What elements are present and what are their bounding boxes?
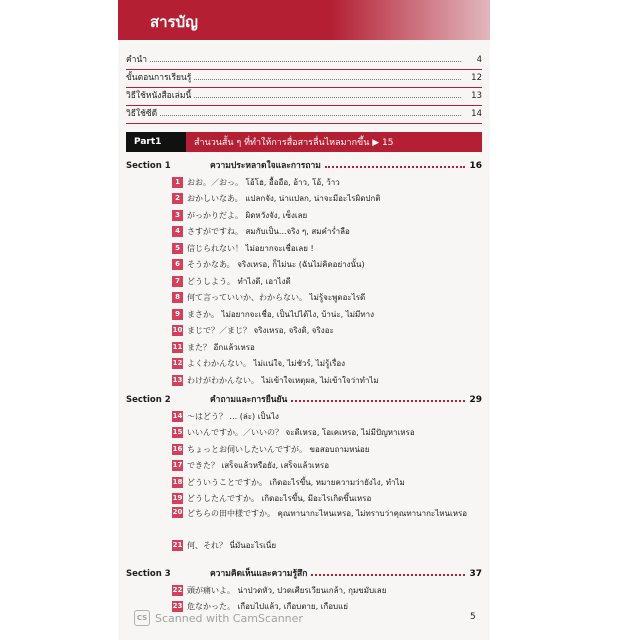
list-item: [172, 491, 477, 508]
item-number: 20: [172, 508, 183, 516]
item-text: どうしたんですか。 เกิดอะไรขึ้น, มีอะไรเกิดขึ้นเหรอ: [187, 494, 372, 504]
list-item: [172, 224, 477, 241]
section-page: 16: [469, 161, 482, 171]
page-number: 5: [470, 612, 476, 622]
list-item: [172, 507, 477, 537]
section-page: 29: [469, 395, 482, 405]
item-text: わけがわかんない。 ไม่เข้าใจเหตุผล, ไม่เข้าใจว่าทำไม: [187, 375, 379, 385]
item-text: どちらの田中様ですか。 คุณทานากะไหนเหรอ, ไม่ทราบว่าคุณทานากะไหนเหรอ: [187, 509, 468, 518]
item-number: 10: [172, 326, 183, 335]
list-item: [172, 537, 477, 554]
list-item: [172, 207, 477, 224]
item-text: おかしいなあ。 แปลกจัง, น่าแปลก, น่าจะมีอะไรผิดปกติ: [187, 194, 381, 204]
intro-label: วิธีใช้ซีดี: [126, 109, 158, 119]
item-number: 21: [172, 540, 183, 549]
list-item: [172, 582, 477, 599]
item-number: 7: [172, 276, 183, 287]
section-title: คำถามและการยืนยัน: [210, 395, 288, 405]
item-number: 6: [172, 259, 183, 270]
list-item: [172, 306, 477, 323]
list-item: [172, 257, 477, 274]
item-text: できた？ เสร็จแล้วหรือยัง, เสร็จแล้วเหรอ: [187, 461, 330, 471]
item-text: 信じられない！ ไม่อยากจะเชื่อเลย !: [187, 243, 314, 253]
item-number: 14: [172, 411, 183, 420]
intro-row: [126, 52, 482, 70]
dot-leader: [150, 61, 461, 62]
intro-label: วิธีใช้หนังสือเล่มนี้: [126, 91, 192, 101]
dot-leader: [325, 166, 466, 168]
section-header: [126, 566, 482, 580]
list-item: [172, 174, 477, 191]
item-number: 18: [172, 477, 183, 486]
item-text: 頭が痛いよ。 น่าปวดหัว, ปวดเศียรเวียนเกล้า, กุมขมับเลย: [187, 585, 387, 595]
item-text: そうかなあ。 จริงเหรอ, ก็ไม่นะ (ฉันไม่คิดอย่างนั้น): [187, 260, 365, 270]
list-item: [172, 339, 477, 356]
item-text: おお。／おっ。 โอ้โฮ, อื้ออือ, อ้าว, โอ้, ว้าว: [187, 177, 340, 187]
list-item: [172, 191, 477, 208]
list-item: [172, 425, 477, 442]
section-number: Section 1: [126, 161, 171, 171]
item-number: 17: [172, 461, 183, 470]
dot-leader: [194, 79, 461, 80]
list-item: [172, 356, 477, 373]
section-header: [126, 392, 482, 406]
item-number: 16: [172, 444, 183, 453]
item-number: 19: [172, 494, 183, 503]
intro-label: ขั้นตอนการเรียนรู้: [126, 73, 192, 83]
dot-leader: [291, 400, 465, 402]
item-text: いいんですか。／いいの？ จะดีเหรอ, โอเคเหรอ, ไม่มีปัญหาเหรอ: [187, 428, 415, 438]
item-text: 何、それ？ นี่มันอะไรเนี่ย: [187, 540, 277, 550]
part-title: สำนวนสั้น ๆ ที่ทำให้การสื่อสารลื่นไหลมากขึ้น ▶ 15: [186, 132, 482, 152]
item-number: 4: [172, 226, 183, 237]
watermark-text: Scanned with CamScanner: [155, 611, 303, 625]
list-item: [172, 273, 477, 290]
list-item: [172, 372, 477, 389]
intro-label: คำนำ: [126, 55, 148, 65]
item-text: よくわかんない。 ไม่แน่ใจ, ไม่ชัวร์, ไม่รู้เรื่อง: [187, 359, 346, 369]
intro-row: [126, 88, 482, 106]
item-number: 15: [172, 428, 183, 437]
list-item: [172, 240, 477, 257]
item-text: ～はどう？ ... (ล่ะ) เป็นไง: [187, 411, 279, 421]
dot-leader: [311, 574, 465, 576]
intro-page: 12: [471, 73, 482, 83]
intro-list: [126, 52, 482, 124]
list-item: [172, 441, 477, 458]
intro-page: 14: [471, 109, 482, 119]
page-title: สารบัญ: [150, 13, 198, 31]
intro-row: [126, 70, 482, 88]
item-text: 何て言っていいか、わからない。 ไม่รู้จะพูดอะไรดี: [187, 293, 366, 303]
dot-leader: [194, 97, 461, 98]
camscanner-icon: CS: [134, 610, 150, 626]
item-number: 13: [172, 375, 183, 384]
part-header: [126, 132, 482, 152]
item-text: 危なかった。 เกือบไปแล้ว, เกือบตาย, เกือบแย่: [187, 602, 348, 612]
list-item: [172, 408, 477, 425]
item-number: 12: [172, 359, 183, 368]
item-text: どうしよう。 ทำไงดี, เอาไงดี: [187, 276, 291, 286]
item-text: まじで？／まじ？ จริงเหรอ, จริงดิ, จริงอะ: [187, 326, 334, 336]
section-page: 37: [469, 569, 482, 579]
intro-page: 13: [471, 91, 482, 101]
item-text: どういうことですか。 เกิดอะไรขึ้น, หมายความว่ายังไง, ทำไม: [187, 477, 405, 487]
item-number: 2: [172, 193, 183, 204]
section-items: [172, 408, 477, 554]
section-number: Section 3: [126, 569, 171, 579]
item-text: さすがですね。 สมกับเป็น...จริง ๆ, สมคำร่ำลือ: [187, 227, 350, 237]
intro-page: 4: [476, 55, 482, 65]
section-items: [172, 174, 477, 389]
item-number: 23: [172, 602, 183, 611]
item-number: 5: [172, 243, 183, 254]
item-text: がっかりだよ。 ผิดหวังจัง, เซ็งเลย: [187, 210, 308, 220]
item-number: 3: [172, 210, 183, 221]
section-title: ความคิดเห็นและความรู้สึก: [210, 569, 308, 579]
title-band-fade: [330, 0, 490, 40]
section-title: ความประหลาดใจและการถาม: [210, 161, 321, 171]
item-text: まさか。 ไม่อยากจะเชื่อ, เป็นไปได้ไง, บ้าน่ะ, ไม่มีทาง: [187, 309, 374, 319]
item-number: 9: [172, 309, 183, 320]
list-item: [172, 458, 477, 475]
list-item: [172, 323, 477, 340]
item-number: 11: [172, 342, 183, 351]
dot-leader: [160, 115, 461, 116]
list-item: [172, 474, 477, 491]
section-header: [126, 158, 482, 172]
item-number: 22: [172, 585, 183, 594]
scanner-watermark: [134, 610, 303, 626]
item-number: 8: [172, 292, 183, 303]
intro-row: [126, 106, 482, 124]
item-number: 1: [172, 177, 183, 188]
part-label: Part1: [126, 132, 186, 152]
item-text: ちょっとお伺いしたいんですが。 ขอสอบถามหน่อย: [187, 444, 370, 454]
list-item: [172, 290, 477, 307]
item-text: また？ อีกแล้วเหรอ: [187, 342, 255, 352]
section-number: Section 2: [126, 395, 171, 405]
